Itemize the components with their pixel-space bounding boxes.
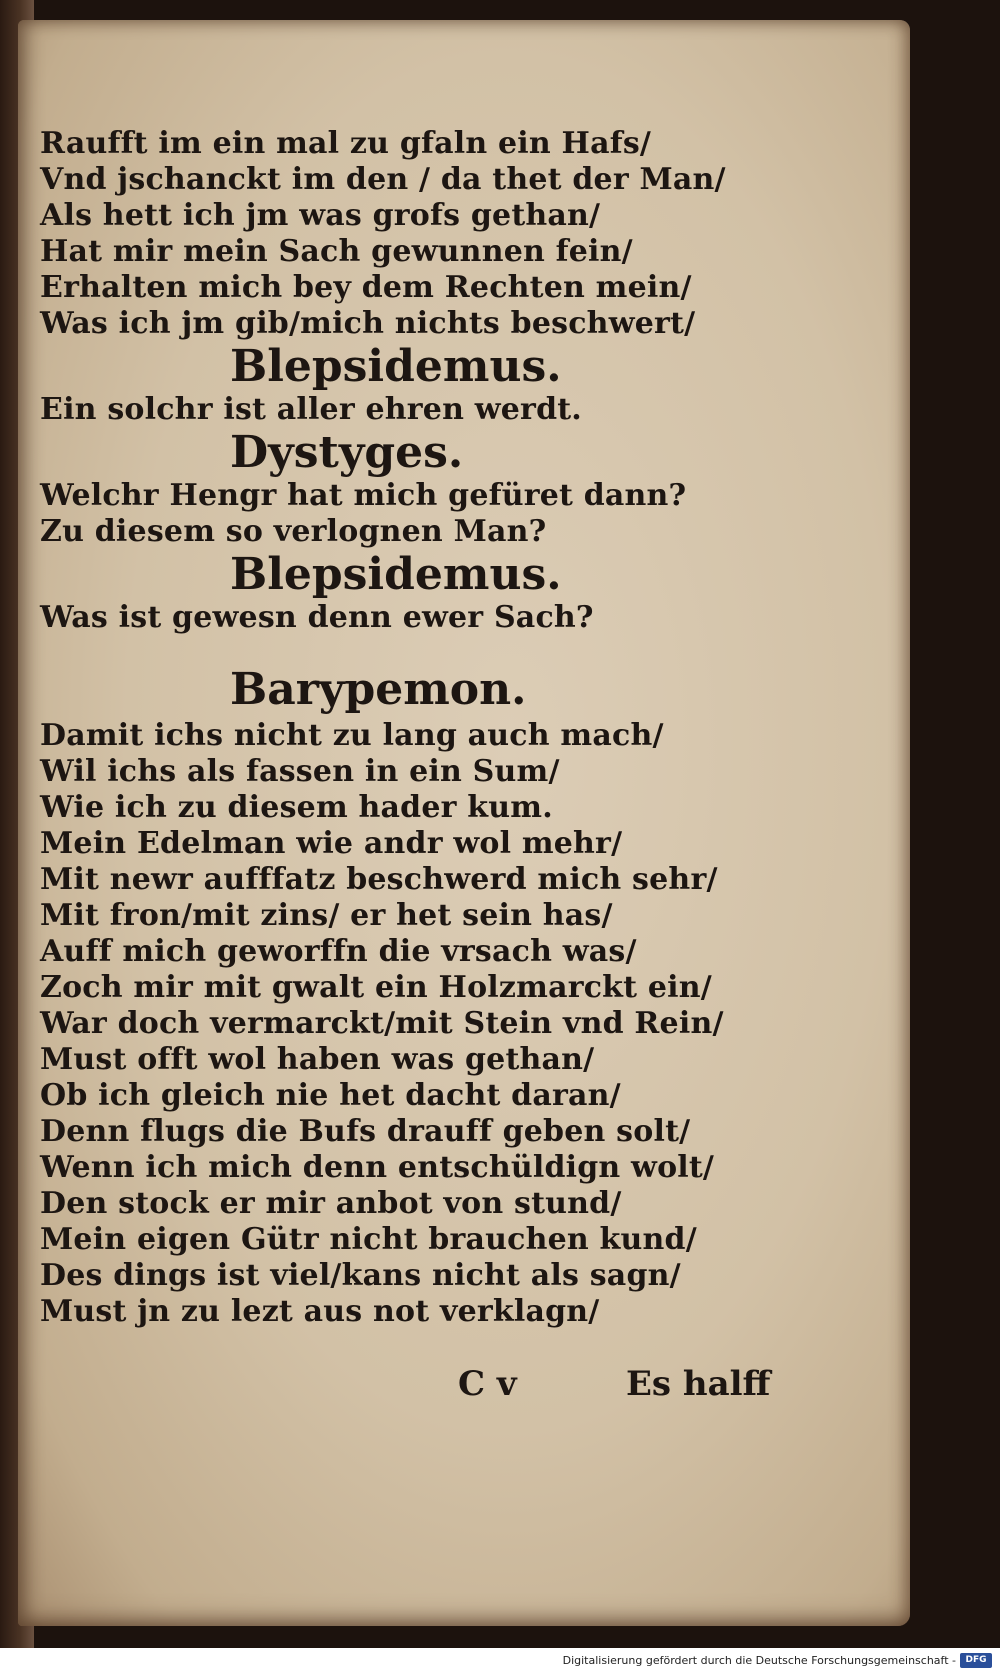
verse-line: Denn flugs die Bufs drauff geben solt/ [40, 1114, 691, 1149]
verse-line: Wie ich zu diesem hader kum. [40, 790, 553, 825]
verse-line: Als hett ich jm was grofs gethan/ [40, 198, 601, 233]
verse-line: Hat mir mein Sach gewunnen fein/ [40, 234, 633, 269]
catchword: Es halff [626, 1364, 771, 1404]
book-page [18, 20, 910, 1626]
verse-line: Must offt wol haben was gethan/ [40, 1042, 595, 1077]
speaker-heading: Barypemon. [230, 664, 527, 715]
verse-line: Damit ichs nicht zu lang auch mach/ [40, 718, 664, 753]
verse-line: Was ist gewesn denn ewer Sach? [40, 600, 594, 635]
verse-line: Ob ich gleich nie het dacht daran/ [40, 1078, 621, 1113]
verse-line: Wil ichs als fassen in ein Sum/ [40, 754, 560, 789]
speaker-heading: Blepsidemus. [230, 341, 562, 392]
verse-line: Den stock er mir anbot von stund/ [40, 1186, 622, 1221]
verse-line: Raufft im ein mal zu gfaln ein Hafs/ [40, 126, 652, 161]
dfg-logo: DFG [960, 1653, 992, 1668]
speaker-heading: Blepsidemus. [230, 549, 562, 600]
verse-line: War doch vermarckt/mit Stein vnd Rein/ [40, 1006, 724, 1041]
verse-line: Mit newr aufffatz beschwerd mich sehr/ [40, 862, 718, 897]
verse-line: Must jn zu lezt aus not verklagn/ [40, 1294, 600, 1329]
verse-line: Was ich jm gib/mich nichts beschwert/ [40, 306, 696, 341]
verse-line: Wenn ich mich denn entschüldign wolt/ [40, 1150, 715, 1185]
verse-line: Auff mich geworffn die vrsach was/ [40, 934, 637, 969]
verse-line: Vnd jschanckt im den / da thet der Man/ [40, 162, 726, 197]
digitization-credit: Digitalisierung gefördert durch die Deutsche Forschungsgemeinschaft - [562, 1654, 956, 1667]
speaker-heading: Dystyges. [230, 427, 464, 478]
verse-line: Zu diesem so verlognen Man? [40, 514, 547, 549]
page-footer-row [458, 1364, 798, 1408]
signature-mark: C v [458, 1364, 517, 1404]
verse-line: Des dings ist viel/kans nicht als sagn/ [40, 1258, 681, 1293]
verse-line: Ein solchr ist aller ehren werdt. [40, 392, 582, 427]
verse-line: Mit fron/mit zins/ er het sein has/ [40, 898, 613, 933]
page-text [40, 126, 800, 1330]
verse-line: Mein Edelman wie andr wol mehr/ [40, 826, 623, 861]
verse-line: Welchr Hengr hat mich gefüret dann? [40, 478, 687, 513]
verse-line: Zoch mir mit gwalt ein Holzmarckt ein/ [40, 970, 712, 1005]
verse-line: Erhalten mich bey dem Rechten mein/ [40, 270, 692, 305]
verse-line: Mein eigen Gütr nicht brauchen kund/ [40, 1222, 697, 1257]
